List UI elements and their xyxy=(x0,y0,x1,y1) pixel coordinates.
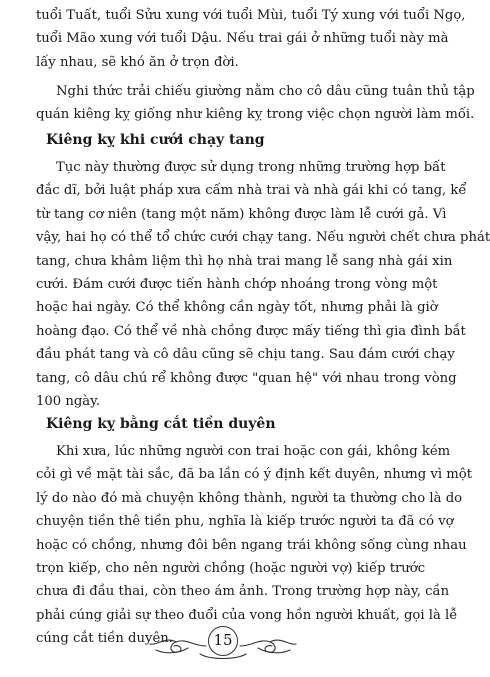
section-heading: Kiêng kỵ bằng cắt tiền duyên xyxy=(46,416,276,432)
text-line: Nghi thức trải chiếu giường nằm cho cô dâu cũng tuân thủ tập xyxy=(56,84,475,99)
text-line: phải cúng giải sự theo đuổi của vong hồn người khuất, gọi là lễ xyxy=(36,607,458,623)
paragraph-past-fate xyxy=(36,440,473,651)
text-line: trọn kiếp, cho nên người chồng (hoặc người vợ) kiếp trước xyxy=(36,561,426,577)
text-line: Khi xưa, lúc những người con trai hoặc con gái, không kém xyxy=(56,444,451,459)
text-line: tuổi Tuất, tuổi Sửu xung với tuổi Mùi, tuổi Tý xung với tuổi Ngọ, xyxy=(36,8,466,23)
text-line: hoặc hai ngày. Có thể không cần ngày tốt, nhưng phải là giờ xyxy=(36,300,438,316)
paragraph-bed-ritual xyxy=(36,80,475,127)
paragraph-zodiac-conflicts xyxy=(36,4,466,74)
text-line: tang, cô dâu chú rể không được "quan hệ" với nhau trong vòng xyxy=(36,370,457,386)
text-line: Tục này thường được sử dụng trong những trường hợp bất xyxy=(56,160,446,175)
text-line: đầu phát tang và cô dâu cũng sẽ chịu tang. Sau đám cưới chạy xyxy=(36,347,455,363)
text-line: cưới. Đám cưới được tiến hành chớp nhoáng trong vòng một xyxy=(36,277,438,293)
text-line: đắc dĩ, bởi luật pháp xưa cấm nhà trai và nhà gái khi có tang, kể xyxy=(36,183,467,199)
page-footer xyxy=(148,624,298,664)
section-heading: Kiêng kỵ khi cưới chạy tang xyxy=(46,132,265,148)
text-line: từ tang cơ niên (tang một năm) không được làm lễ cưới gả. Vì xyxy=(36,206,447,222)
text-line: cúng cắt tiền duyên. xyxy=(36,631,173,647)
text-line: vậy, hai họ có thể tổ chức cưới chạy tang. Nếu người chết chưa phát xyxy=(36,230,490,246)
text-line: hoặc có chồng, nhưng đôi bên ngang trái không sống cùng nhau xyxy=(36,537,467,553)
text-line: tuổi Mão xung với tuổi Dậu. Nếu trai gái ở những tuổi này mà xyxy=(36,31,449,47)
text-line: hoàng đạo. Có thể về nhà chồng được mấy tiếng thì gia đình bắt xyxy=(36,323,466,339)
paragraph-mourning-wedding xyxy=(36,156,490,413)
text-line: chưa đi đầu thai, còn theo ám ảnh. Trong trường hợp này, cần xyxy=(36,584,450,600)
text-line: 100 ngày. xyxy=(36,394,101,410)
text-line: lấy nhau, sẽ khó ăn ở trọn đời. xyxy=(36,54,239,70)
text-line: quán kiêng kỵ giống như kiêng kỵ trong việc chọn người làm mối. xyxy=(36,107,475,123)
text-line: tang, chưa khâm liệm thì họ nhà trai mang lễ sang nhà gái xin xyxy=(36,253,453,269)
page-number: 15 xyxy=(208,626,238,656)
text-line: chuyện tiền thê tiền phu, nghĩa là kiếp trước người ta đã có vợ xyxy=(36,514,454,530)
text-line: lý do nào đó mà chuyện không thành, người ta thường cho là do xyxy=(36,490,463,506)
text-line: cỏi gì về mặt tài sắc, đã ba lần có ý định kết duyên, nhưng vì một xyxy=(36,467,473,483)
